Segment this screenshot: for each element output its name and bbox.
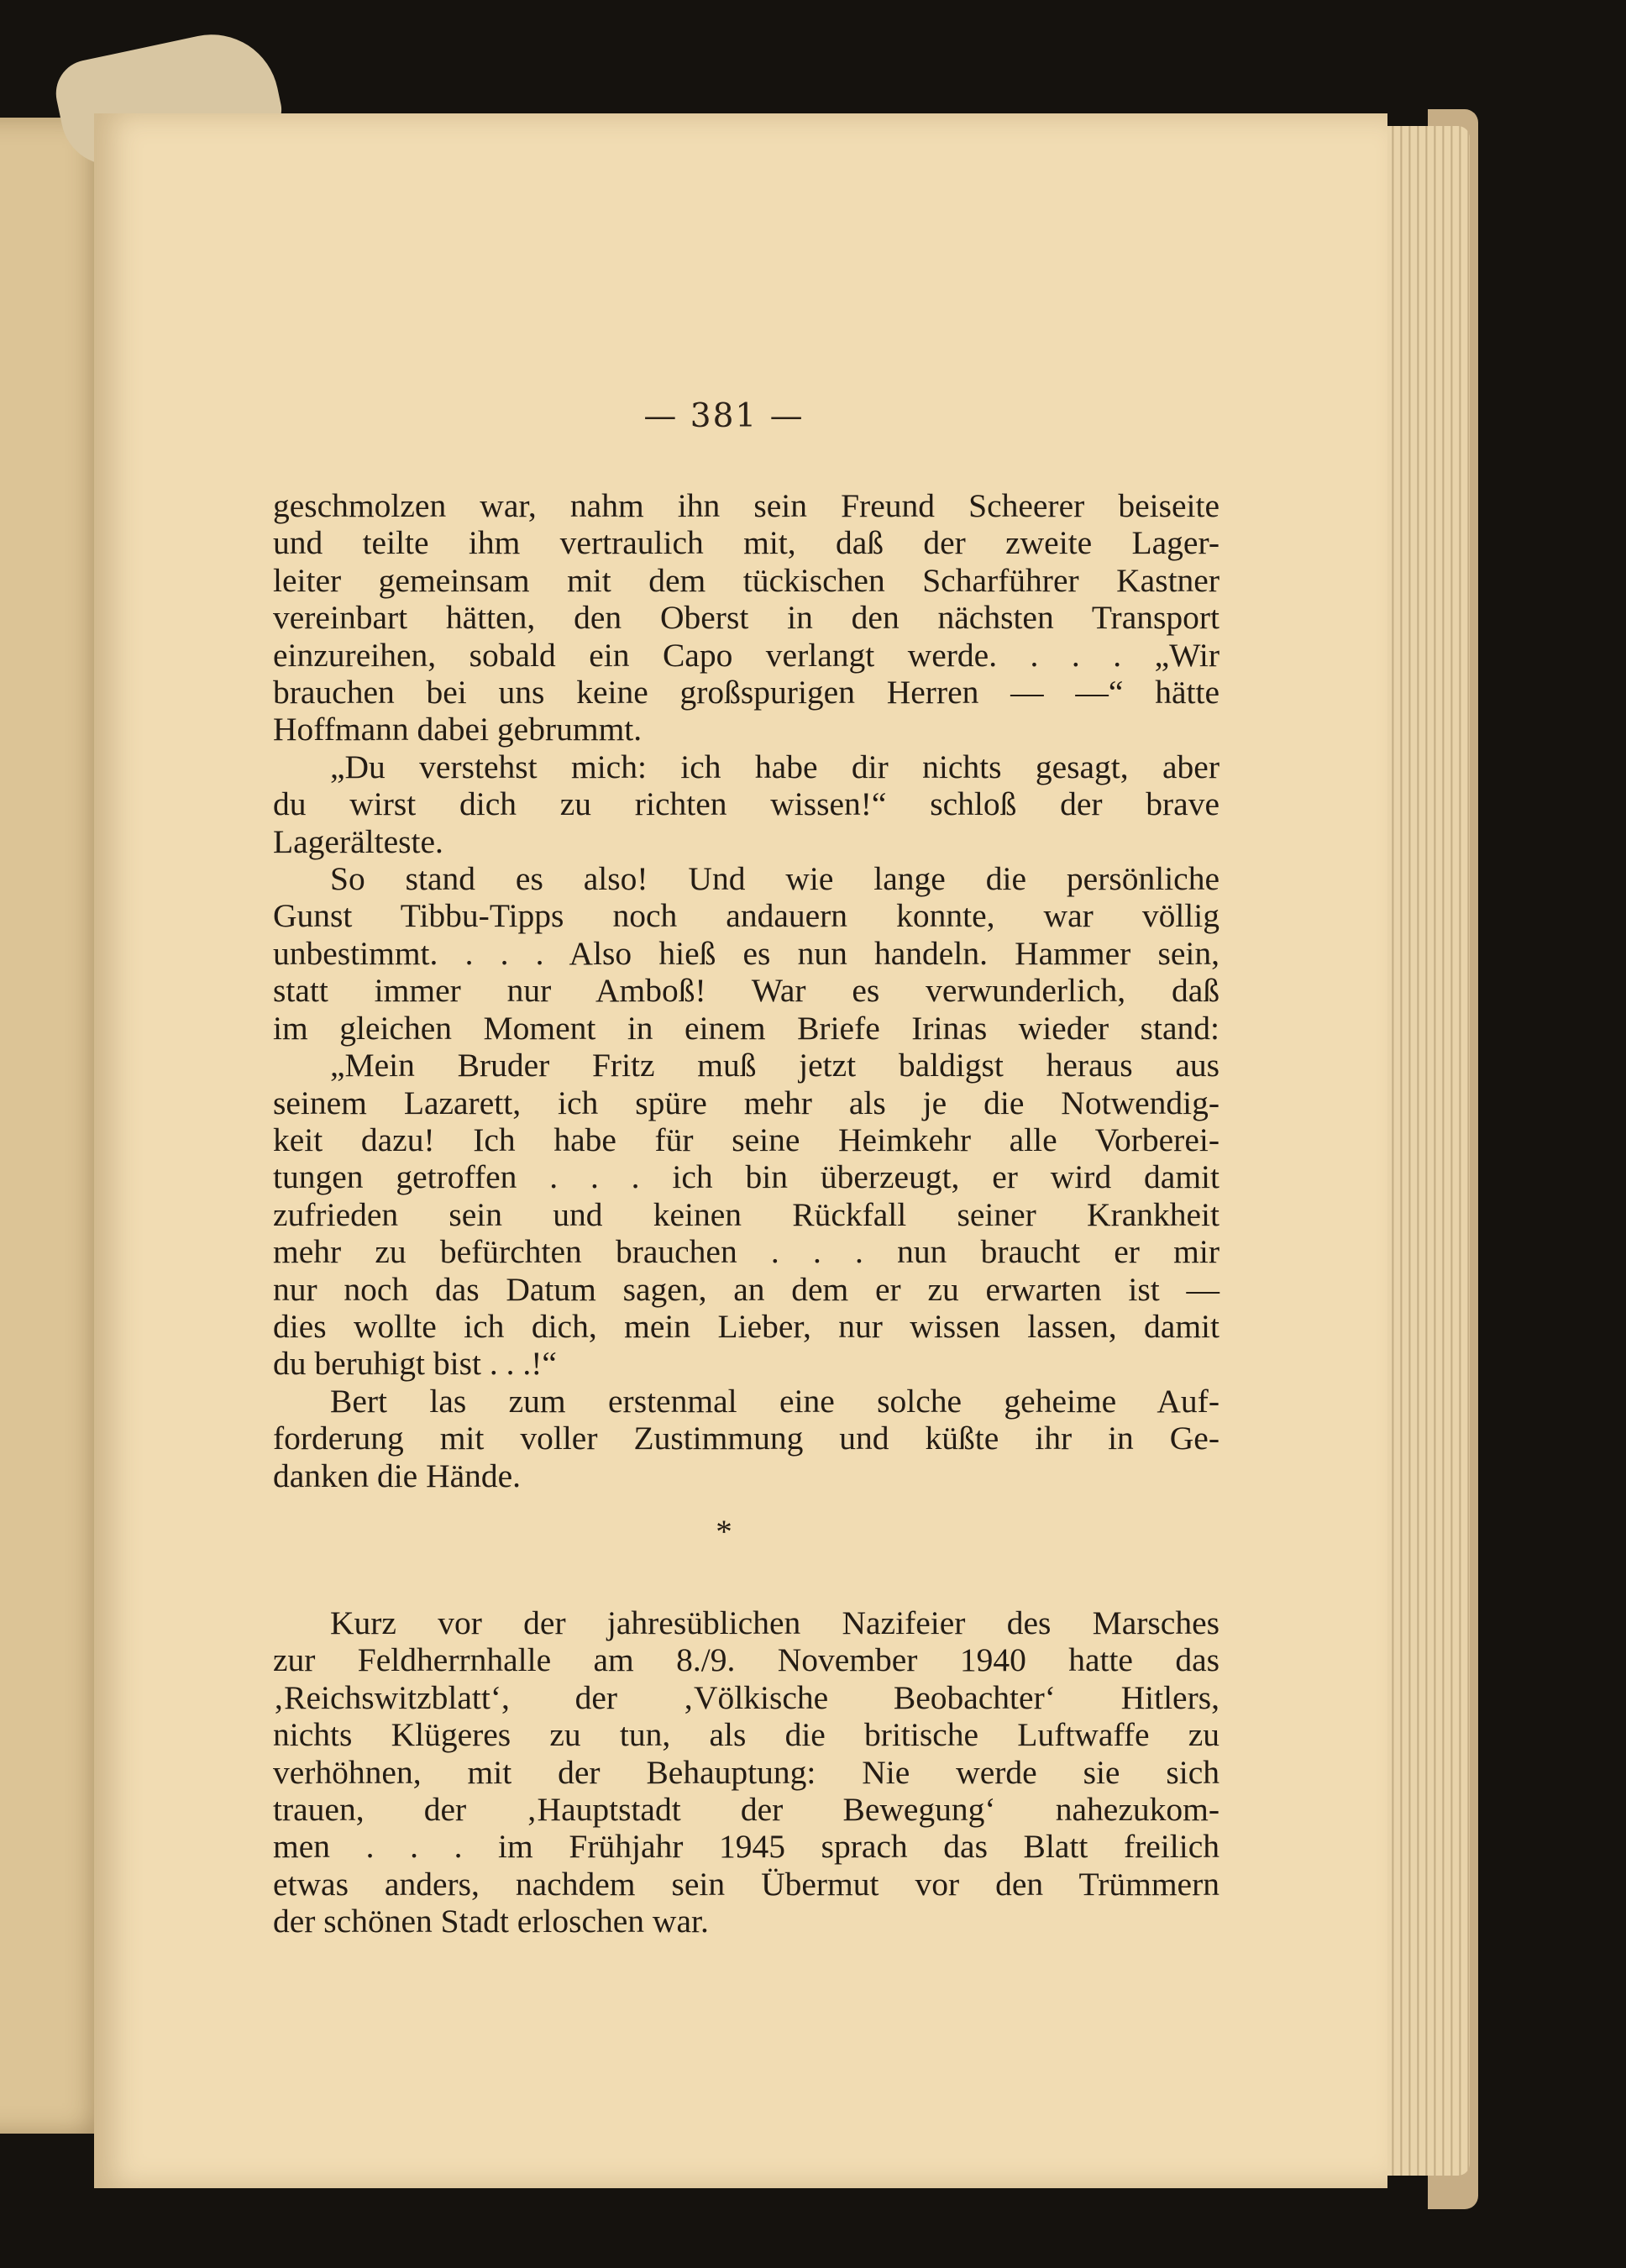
- text-line: Hoffmann dabei gebrummt.: [273, 711, 643, 748]
- text-line: Kurz vor der jahresüblichen Nazifeier des Marsches: [330, 1604, 1220, 1641]
- text-line: nur noch das Datum sagen, an dem er zu erwarten ist —: [273, 1270, 1220, 1308]
- text-line: zufrieden sein und keinen Rückfall seiner Krankheit: [273, 1195, 1220, 1233]
- left-page-edge: [0, 118, 109, 2134]
- text-line: im gleichen Moment in einem Briefe Irinas wieder stand:: [273, 1009, 1220, 1047]
- text-line: leiter gemeinsam mit dem tückischen Scharführer Kastner: [273, 561, 1220, 599]
- text-line: ‚Reichswitzblatt‘, der ‚Völkische Beobachter‘ Hitlers,: [273, 1678, 1220, 1716]
- text-line: keit dazu! Ich habe für seine Heimkehr alle Vorberei-: [273, 1121, 1220, 1158]
- main-text: [273, 357, 1220, 1494]
- text-line: Lagerälteste.: [273, 822, 443, 860]
- paragraph: [273, 860, 1220, 1047]
- text-line: etwas anders, nachdem sein Übermut vor den Trümmern: [273, 1865, 1220, 1903]
- text-line: „Du verstehst mich: ich habe dir nichts gesagt, aber: [330, 748, 1220, 785]
- text-line: seinem Lazarett, ich spüre mehr als je die Notwendig-: [273, 1084, 1220, 1121]
- text-line: danken die Hände.: [273, 1457, 522, 1494]
- text-line: „Mein Bruder Fritz muß jetzt baldigst heraus aus: [330, 1047, 1220, 1084]
- text-line: men . . . im Frühjahr 1945 sprach das Blatt freilich: [273, 1828, 1220, 1866]
- text-line: brauchen bei uns keine großspurigen Herren — —“ hätte: [273, 674, 1220, 711]
- section-separator: *: [716, 1514, 732, 1550]
- text-line: statt immer nur Amboß! War es verwunderlich, daß: [273, 972, 1220, 1010]
- text-line: du wirst dich zu richten wissen!“ schloß der brave: [273, 785, 1220, 823]
- text-line: einzureihen, sobald ein Capo verlangt werde. . . . „Wir: [273, 636, 1220, 674]
- paragraph: [273, 1047, 1220, 1383]
- paragraph: [273, 1383, 1220, 1494]
- text-line: geschmolzen war, nahm ihn sein Freund Scheerer beiseite: [273, 487, 1220, 524]
- paragraph: [273, 748, 1220, 860]
- text-line: Bert las zum erstenmal eine solche geheime Auf-: [330, 1382, 1220, 1420]
- text-line: verhöhnen, mit der Behauptung: Nie werde sie sich: [273, 1753, 1220, 1791]
- text-line: der schönen Stadt erloschen war.: [273, 1903, 709, 1940]
- text-line: nichts Klügeres zu tun, als die britische Luftwaffe zu: [273, 1716, 1220, 1754]
- text-line: tungen getroffen . . . ich bin überzeugt, er wird damit: [273, 1158, 1220, 1196]
- section-two-text: [273, 1491, 1220, 1940]
- text-line: Gunst Tibbu-Tipps noch andauern konnte, war völlig: [273, 897, 1220, 935]
- paragraph: [273, 1604, 1220, 1940]
- text-line: vereinbart hätten, den Oberst in den nächsten Transport: [273, 599, 1220, 637]
- text-line: forderung mit voller Zustimmung und küßte ihr in Ge-: [273, 1420, 1220, 1457]
- text-line: dies wollte ich dich, mein Lieber, nur wissen lassen, damit: [273, 1307, 1220, 1345]
- paragraph: [273, 487, 1220, 748]
- text-line: mehr zu befürchten brauchen . . . nun braucht er mir: [273, 1233, 1220, 1271]
- page-number: — 381 —: [643, 397, 805, 435]
- text-line: unbestimmt. . . . Also hieß es nun handeln. Hammer sein,: [273, 934, 1220, 972]
- text-line: So stand es also! Und wie lange die persönliche: [330, 860, 1220, 898]
- text-line: und teilte ihm vertraulich mit, daß der zweite Lager-: [273, 524, 1220, 562]
- text-line: du beruhigt bist . . .!“: [273, 1345, 557, 1383]
- text-line: zur Feldherrnhalle am 8./9. November 1940 hatte das: [273, 1641, 1220, 1679]
- text-line: trauen, der ‚Hauptstadt der Bewegung‘ nahezukom-: [273, 1791, 1220, 1829]
- book-page: [94, 113, 1387, 2188]
